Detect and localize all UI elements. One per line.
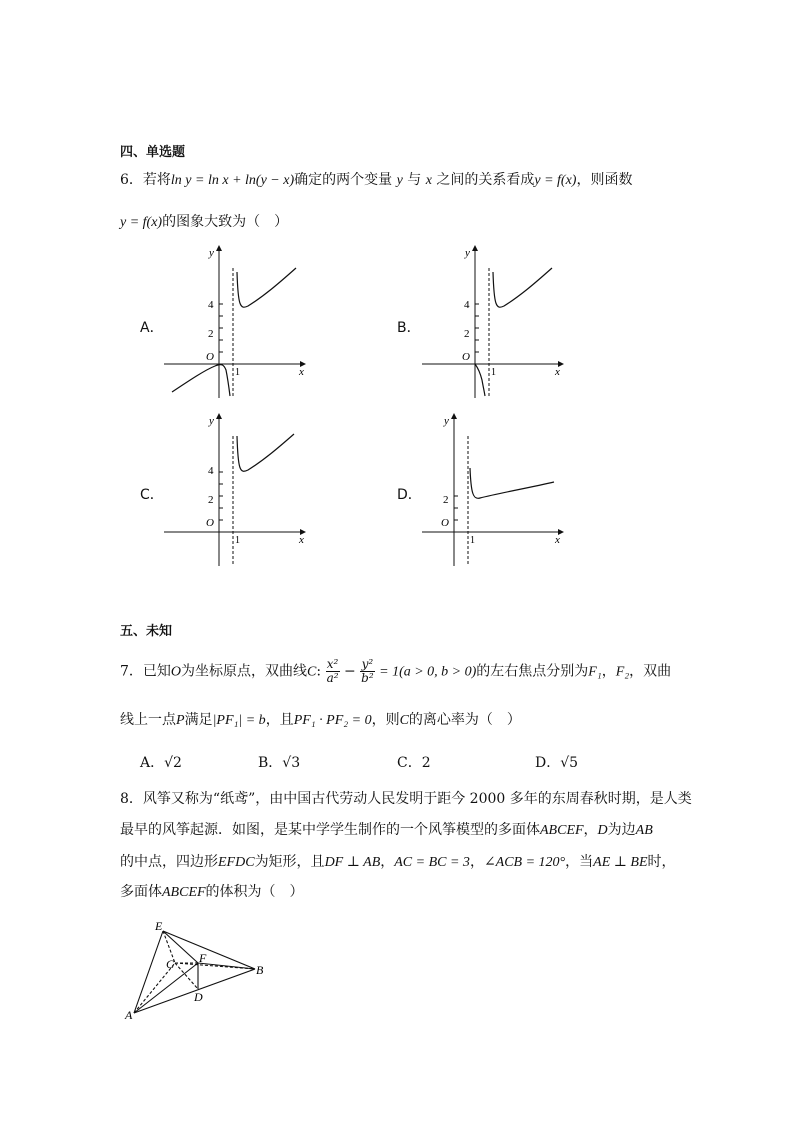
q6-graph-a <box>160 240 310 400</box>
q8-l3d: ， <box>469 854 484 870</box>
tick-2: 2 <box>464 328 470 340</box>
curve-right <box>237 434 294 471</box>
q8-stem-line2 <box>120 820 653 841</box>
q7-text-b: 为坐标原点，双曲线 <box>181 663 308 680</box>
q7-origin: O <box>170 664 182 680</box>
vertex-d-label: D <box>194 990 203 1004</box>
q8-stem-line3 <box>120 852 676 873</box>
q8-stem-line4 <box>120 882 304 903</box>
q8-eq1: AC = BC = 3 <box>394 855 470 870</box>
q7-condition: = 1(a > 0, b > 0) <box>379 664 477 680</box>
q6-end: ，则函数 <box>576 172 633 188</box>
q6-option-c-label: C． <box>140 487 164 503</box>
q8-l3f: 时， <box>647 854 676 870</box>
q6-stem-line2 <box>120 212 288 233</box>
q8-abcef-2: ABCEF <box>162 885 206 900</box>
tick-2: 2 <box>443 494 449 506</box>
q7-f2: F₂ <box>615 664 630 680</box>
q7-y2: y² <box>361 657 374 671</box>
tick-1: 1 <box>470 535 475 546</box>
vertex-f-label: F <box>199 951 207 965</box>
q7-option-d-value: √5 <box>560 755 579 771</box>
q7-prefix: 7．已知 <box>120 663 171 680</box>
y-label: y <box>209 247 214 259</box>
q6-graph-c <box>160 408 310 568</box>
tick-1: 1 <box>491 367 496 378</box>
origin-label: O <box>462 351 470 363</box>
q7-l2b: 满足 <box>184 712 213 728</box>
q7-frac-x <box>326 658 340 685</box>
q8-perp2: AE ⊥ BE <box>593 855 648 870</box>
q7-stem-line2 <box>120 710 521 731</box>
q7-colon: : <box>316 663 322 680</box>
vertex-c-label: C <box>166 957 175 971</box>
tick-1: 1 <box>235 535 240 546</box>
q6-prefix: 6．若将 <box>120 172 171 188</box>
vertex-a-label: A <box>125 1008 133 1022</box>
section-title-single-choice: 四、单选题 <box>120 145 186 160</box>
q8-l3e: ，当 <box>565 854 594 870</box>
q8-efdc: EFDC <box>218 855 255 870</box>
y-label: y <box>465 247 470 259</box>
q7-dot-product: PF₁ · PF₂ = 0 <box>293 713 372 728</box>
q8-angle: ∠ACB = 120° <box>483 855 566 870</box>
curve-left <box>172 365 230 396</box>
tick-1: 1 <box>235 367 240 378</box>
tick-2: 2 <box>208 494 214 506</box>
vertex-b-label: B <box>256 963 264 977</box>
curve-right <box>493 268 552 307</box>
origin-label: O <box>441 517 449 529</box>
x-label: x <box>555 534 560 546</box>
q7-a2: a² <box>326 671 339 685</box>
q6-graph-b <box>418 240 568 400</box>
q7-text-d: ，双曲 <box>629 663 672 680</box>
tick-4: 4 <box>208 465 214 477</box>
q8-perp1: DF ⊥ AB <box>324 855 381 870</box>
q7-option-c-label: C． <box>397 755 422 771</box>
origin-label: O <box>206 517 214 529</box>
q7-minus: − <box>343 663 356 680</box>
q6-option-b-label: B． <box>397 320 421 336</box>
q7-p: P <box>176 713 185 728</box>
x-label: x <box>555 366 560 378</box>
q7-option-b-value: √3 <box>282 755 301 771</box>
q8-l2c: 为边 <box>607 822 636 838</box>
tick-4: 4 <box>464 299 470 311</box>
q8-polyhedron-figure <box>120 915 280 1025</box>
y-label: y <box>209 415 214 427</box>
x-label: x <box>299 534 304 546</box>
q7-option-b-label: B． <box>258 755 283 771</box>
q7-l2c: ，且 <box>265 712 294 728</box>
q6-option-d-label: D． <box>397 487 422 503</box>
q6-graph-d <box>418 408 568 568</box>
q8-l3a: 的中点，四边形 <box>120 854 218 870</box>
q7-c2: C <box>399 713 409 728</box>
q7-option-c-value: 2 <box>421 755 431 771</box>
q7-option-a[interactable] <box>140 752 182 772</box>
q7-f1: F₁ <box>588 664 602 680</box>
q6-stem-line1 <box>120 170 632 191</box>
y-label: y <box>444 415 449 427</box>
q7-l2d: ，则 <box>371 712 400 728</box>
q7-option-a-value: √2 <box>164 755 182 771</box>
q8-stem-line1: 8．风筝又称为“纸鸢”，由中国古代劳动人民发明于距今 2000 多年的东周春秋时期，是人类 <box>120 791 692 807</box>
q8-l4a: 多面体 <box>120 884 162 900</box>
q6-option-a-label: A． <box>140 320 164 336</box>
q7-l2e: 的离心率为（ ） <box>408 712 521 728</box>
q7-pf-abs: |PF₁| = b <box>212 713 266 728</box>
q7-text-c: 的左右焦点分别为 <box>476 663 589 680</box>
q6-equation: ln y = ln x + ln(y − x) <box>170 173 295 188</box>
q7-x2: x² <box>326 657 339 671</box>
q8-l4b: 的体积为（ ） <box>205 884 304 900</box>
tick-4: 4 <box>208 299 214 311</box>
q7-l2a: 线上一点 <box>120 712 176 728</box>
q6-mid: 确定的两个变量 <box>294 172 393 188</box>
curve-left <box>475 364 485 396</box>
q6-post: 之间的关系看成 <box>436 172 535 188</box>
q6-func: y = f(x) <box>534 173 577 188</box>
section-title-unknown: 五、未知 <box>120 624 173 639</box>
q7-option-d-label: D． <box>535 755 561 771</box>
edge-ea <box>134 931 163 1013</box>
q7-option-a-label: A． <box>140 755 165 771</box>
q7-option-b[interactable] <box>258 752 300 772</box>
q8-l3b: 为矩形，且 <box>254 854 325 870</box>
q7-option-d[interactable] <box>535 752 578 772</box>
q8-l3c: ， <box>380 854 395 870</box>
x-label: x <box>299 366 304 378</box>
q7-frac-y <box>360 658 375 685</box>
q8-l2a: 最早的风筝起源．如图，是某中学学生制作的一个风筝模型的多面体 <box>120 822 540 838</box>
q8-d: D <box>597 823 608 838</box>
q6-func-2: y = f(x) <box>120 215 163 230</box>
q8-abcef: ABCEF <box>540 823 584 838</box>
q7-stem-line1 <box>120 658 671 685</box>
edge-cd <box>175 963 198 989</box>
q8-l2b: ， <box>583 822 598 838</box>
curve-right <box>470 468 554 498</box>
origin-label: O <box>206 351 214 363</box>
q7-option-c[interactable] <box>397 752 431 772</box>
curve-right <box>237 268 296 307</box>
q7-b2: b² <box>361 671 374 685</box>
q6-end-2: 的图象大致为（ ） <box>162 214 289 230</box>
q7-curve-c: C <box>307 664 317 680</box>
tick-2: 2 <box>208 328 214 340</box>
q6-var-y: y <box>396 173 403 188</box>
q8-ab: AB <box>635 823 653 838</box>
q7-comma: ， <box>601 663 616 680</box>
q6-and: 与 <box>407 172 422 188</box>
q6-var-x: x <box>425 173 432 188</box>
vertex-e-label: E <box>155 919 163 933</box>
